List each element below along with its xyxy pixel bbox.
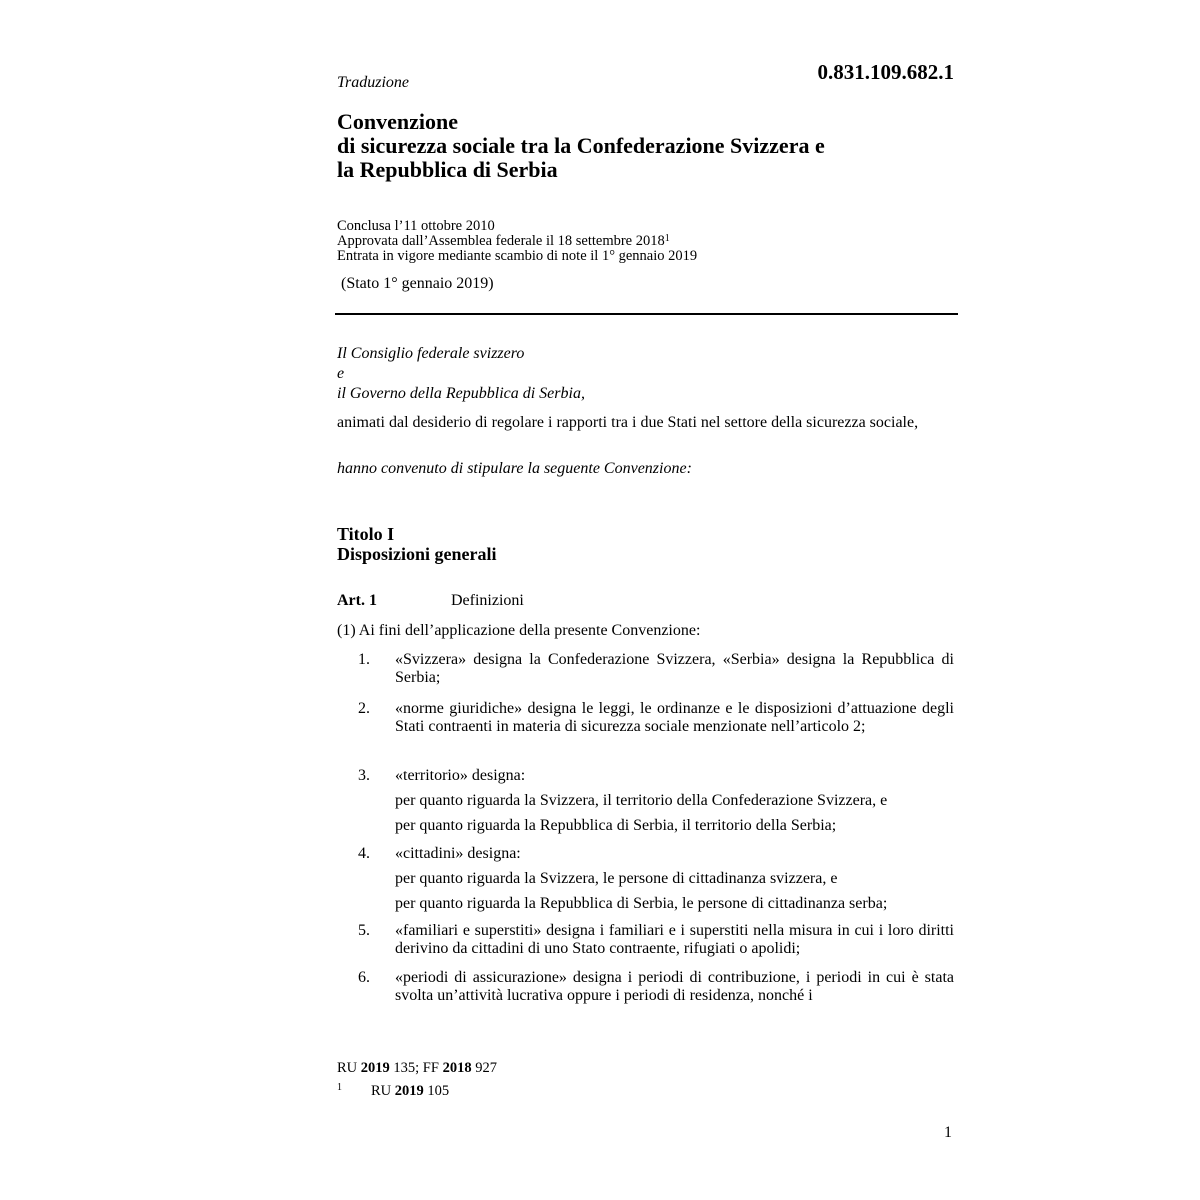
preamble-agreement: hanno convenuto di stipulare la seguente Convenzione: (337, 460, 692, 477)
item-text: «norme giuridiche» designa le leggi, le ordinanze e le disposizioni d’attuazione degli Stati contraenti in materia di sicurezza sociale menzionate nell’articolo 2; (395, 700, 954, 735)
status-date: (Stato 1° gennaio 2019) (341, 275, 494, 292)
list-item (337, 922, 954, 958)
page-number: 1 (944, 1124, 952, 1141)
title-line-3: la Repubblica di Serbia (337, 157, 558, 182)
approval-date (337, 234, 697, 249)
item-number: 2. (358, 700, 370, 717)
preamble-party-2: il Governo della Repubblica di Serbia, (337, 385, 585, 402)
item-text: «familiari e superstiti» designa i familiari e i superstiti nella misura in cui i loro diritti derivino da cittadini di uno Stato contraente, rifugiati o apolidi; (395, 922, 954, 957)
preamble-party-1: Il Consiglio federale svizzero (337, 345, 525, 362)
article-title: Definizioni (451, 592, 524, 609)
title-line-2: di sicurezza sociale tra la Confederazione Svizzera e (337, 133, 825, 158)
entry-into-force: Entrata in vigore mediante scambio di note il 1° gennaio 2019 (337, 248, 698, 264)
list-item (337, 700, 954, 736)
source-footnote: RU 2019 135; FF 2018 927 (337, 1060, 497, 1076)
preamble-motivation: animati dal desiderio di regolare i rapporti tra i due Stati nel settore della sicurezza sociale, (337, 414, 919, 431)
item-subtext: per quanto riguarda la Svizzera, le persone di cittadinanza svizzera, e (395, 870, 838, 887)
list-item (337, 767, 954, 835)
translation-label: Traduzione (337, 74, 410, 91)
item-text: «cittadini» designa: (395, 845, 521, 862)
item-subtext: per quanto riguarda la Svizzera, il territorio della Confederazione Svizzera, e (395, 792, 888, 809)
item-text: «Svizzera» designa la Confederazione Svizzera, «Serbia» designa la Repubblica di Serbia; (395, 651, 954, 686)
footnote-reference: 1 (664, 233, 670, 244)
preamble-conjunction: e (337, 365, 345, 382)
divider-rule (335, 313, 958, 315)
section-title: Titolo I (337, 524, 395, 544)
document-title (337, 110, 825, 182)
item-number: 1. (358, 651, 370, 668)
item-number: 4. (358, 845, 370, 862)
item-text: «periodi di assicurazione» designa i periodi di contribuzione, i periodi in cui è stata svolta un’attività lucrativa oppure i periodi di residenza, nonché i (395, 969, 954, 1004)
article-number: Art. 1 (337, 592, 377, 609)
article-intro: (1) Ai fini dell’applicazione della presente Convenzione: (337, 622, 701, 639)
footnote-1: 1 RU 2019 105 (337, 1079, 449, 1100)
item-subtext: per quanto riguarda la Repubblica di Serbia, le persone di cittadinanza serba; (395, 895, 888, 912)
concluded-date: Conclusa l’11 ottobre 2010 (337, 218, 495, 234)
item-subtext: per quanto riguarda la Repubblica di Serbia, il territorio della Serbia; (395, 817, 837, 834)
article-heading (337, 592, 524, 610)
section-subtitle: Disposizioni generali (337, 544, 497, 564)
footnote-marker: 1 (337, 1082, 342, 1093)
item-number: 5. (358, 922, 370, 939)
item-number: 3. (358, 767, 370, 784)
item-text: «territorio» designa: (395, 767, 526, 784)
list-item (337, 969, 954, 1005)
sr-number: 0.831.109.682.1 (817, 60, 954, 84)
document-metadata (337, 219, 697, 264)
list-item (337, 845, 954, 913)
title-line-1: Convenzione (337, 109, 458, 134)
item-number: 6. (358, 969, 370, 986)
approval-text: Approvata dall’Assemblea federale il 18 settembre 2018 (337, 233, 665, 249)
list-item (337, 651, 954, 687)
section-heading (337, 524, 497, 564)
